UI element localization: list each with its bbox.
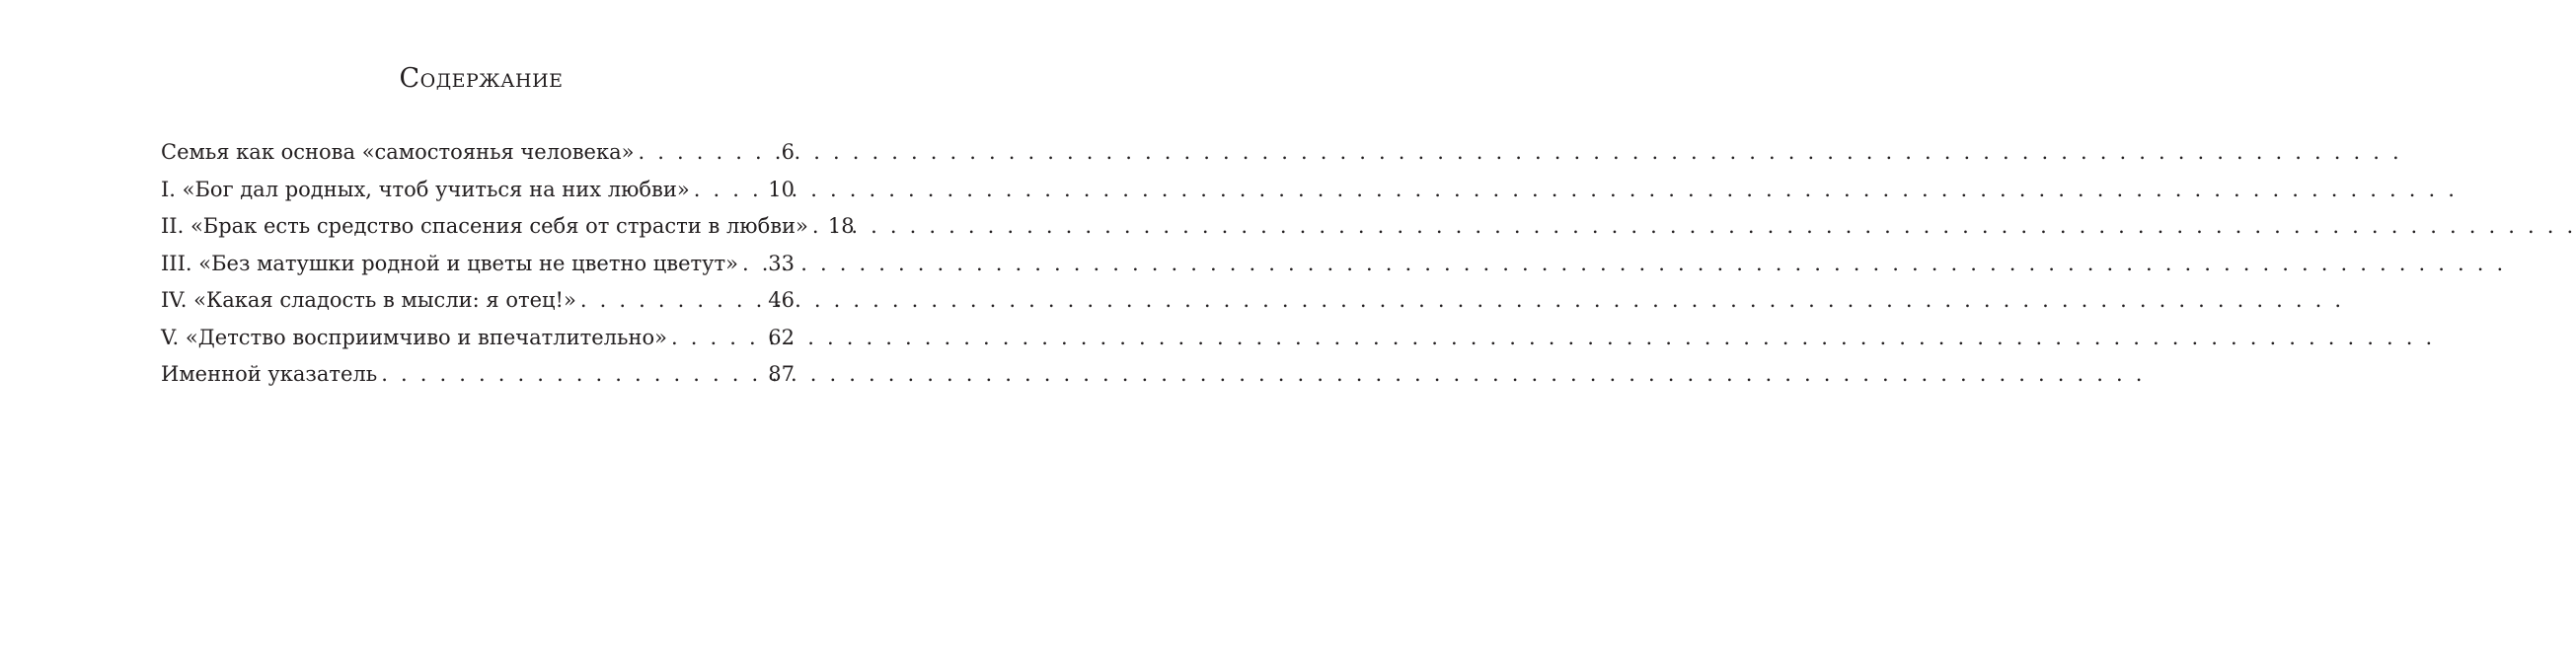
toc-list	[161, 134, 855, 394]
toc-entry-title: I. «Бог дал родных, чтоб учиться на них любви»	[161, 177, 690, 201]
toc-entry[interactable]	[161, 246, 795, 283]
dot-leader	[671, 320, 762, 357]
dot-leader	[694, 172, 763, 209]
toc-entry-page: 33	[768, 251, 795, 275]
toc-entry[interactable]	[161, 320, 795, 357]
toc-entry-page: 87	[768, 362, 795, 386]
toc-entry-title: Именной указатель	[161, 362, 378, 386]
toc-entry-page: 62	[768, 325, 795, 349]
toc-entry-page: 6	[781, 140, 795, 164]
dot-leader	[381, 356, 762, 394]
dot-leader	[638, 134, 775, 172]
toc-entry-title: III. «Без матушки родной и цветы не цветно цветут»	[161, 251, 738, 275]
toc-entry[interactable]	[161, 282, 795, 320]
toc-entry[interactable]	[161, 208, 855, 246]
toc-entry-page: 18	[827, 214, 855, 238]
toc-title: Содержание	[399, 63, 564, 94]
toc-entry-title: II. «Брак есть средство спасения себя от страсти в любви»	[161, 214, 808, 238]
toc-entry-page: 46	[768, 288, 795, 312]
toc-entry[interactable]	[161, 356, 795, 394]
toc-entry[interactable]	[161, 134, 795, 172]
toc-entry-title: IV. «Какая сладость в мысли: я отец!»	[161, 288, 576, 312]
toc-entry-title: Семья как основа «самостоянья человека»	[161, 140, 635, 164]
toc-entry[interactable]	[161, 172, 795, 209]
dot-leader	[812, 208, 822, 246]
dot-leader	[580, 282, 762, 320]
toc-entry-page: 10	[768, 177, 795, 201]
dot-leader	[742, 246, 762, 283]
book-page	[0, 0, 962, 671]
toc-entry-title: V. «Детство восприимчиво и впечатлительно»	[161, 325, 667, 349]
